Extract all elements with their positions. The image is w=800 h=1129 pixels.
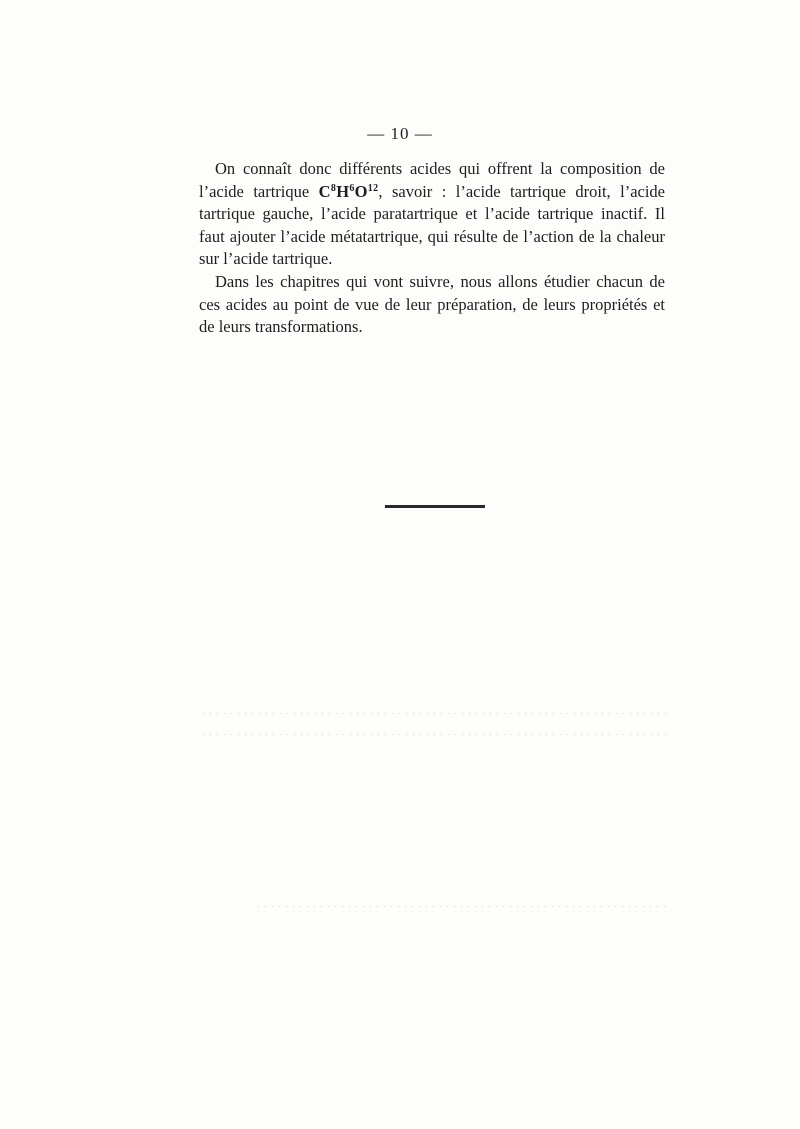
- paragraph-2: Dans les chapitres qui vont suivre, nous allons étudier chacun de ces acides au point de vue de leur préparation, de leurs propriétés et de leurs transformations.: [199, 271, 665, 337]
- formula-exponent-o: 12: [367, 182, 379, 194]
- formula-exponent-h: 6: [349, 182, 355, 194]
- paragraph-1: [199, 158, 665, 271]
- scan-show-through-line: [200, 713, 670, 714]
- formula-element-c: C: [318, 181, 331, 201]
- formula-exponent-c: 8: [330, 182, 337, 194]
- scan-show-through-line: [200, 734, 670, 735]
- paragraph-1-text-before-formula: On connaît donc différents acides qui offrent la composition de l’acide tartrique: [199, 159, 665, 201]
- formula-element-h: H: [336, 181, 350, 201]
- page-number: — 10 —: [367, 124, 433, 143]
- chemical-formula: [319, 182, 379, 201]
- formula-element-o: O: [354, 181, 368, 201]
- body-text: [199, 158, 665, 339]
- end-rule: [385, 505, 485, 508]
- paragraph-1-text-after-formula: , savoir : l’acide tartrique droit, l’acide tartrique gauche, l’acide paratartrique et l’acide tartrique inactif. Il faut ajouter l’acide métatartrique, qui résulte de l’action de la chaleur sur l’acide tartrique.: [199, 181, 665, 269]
- scan-show-through-line: [255, 906, 670, 907]
